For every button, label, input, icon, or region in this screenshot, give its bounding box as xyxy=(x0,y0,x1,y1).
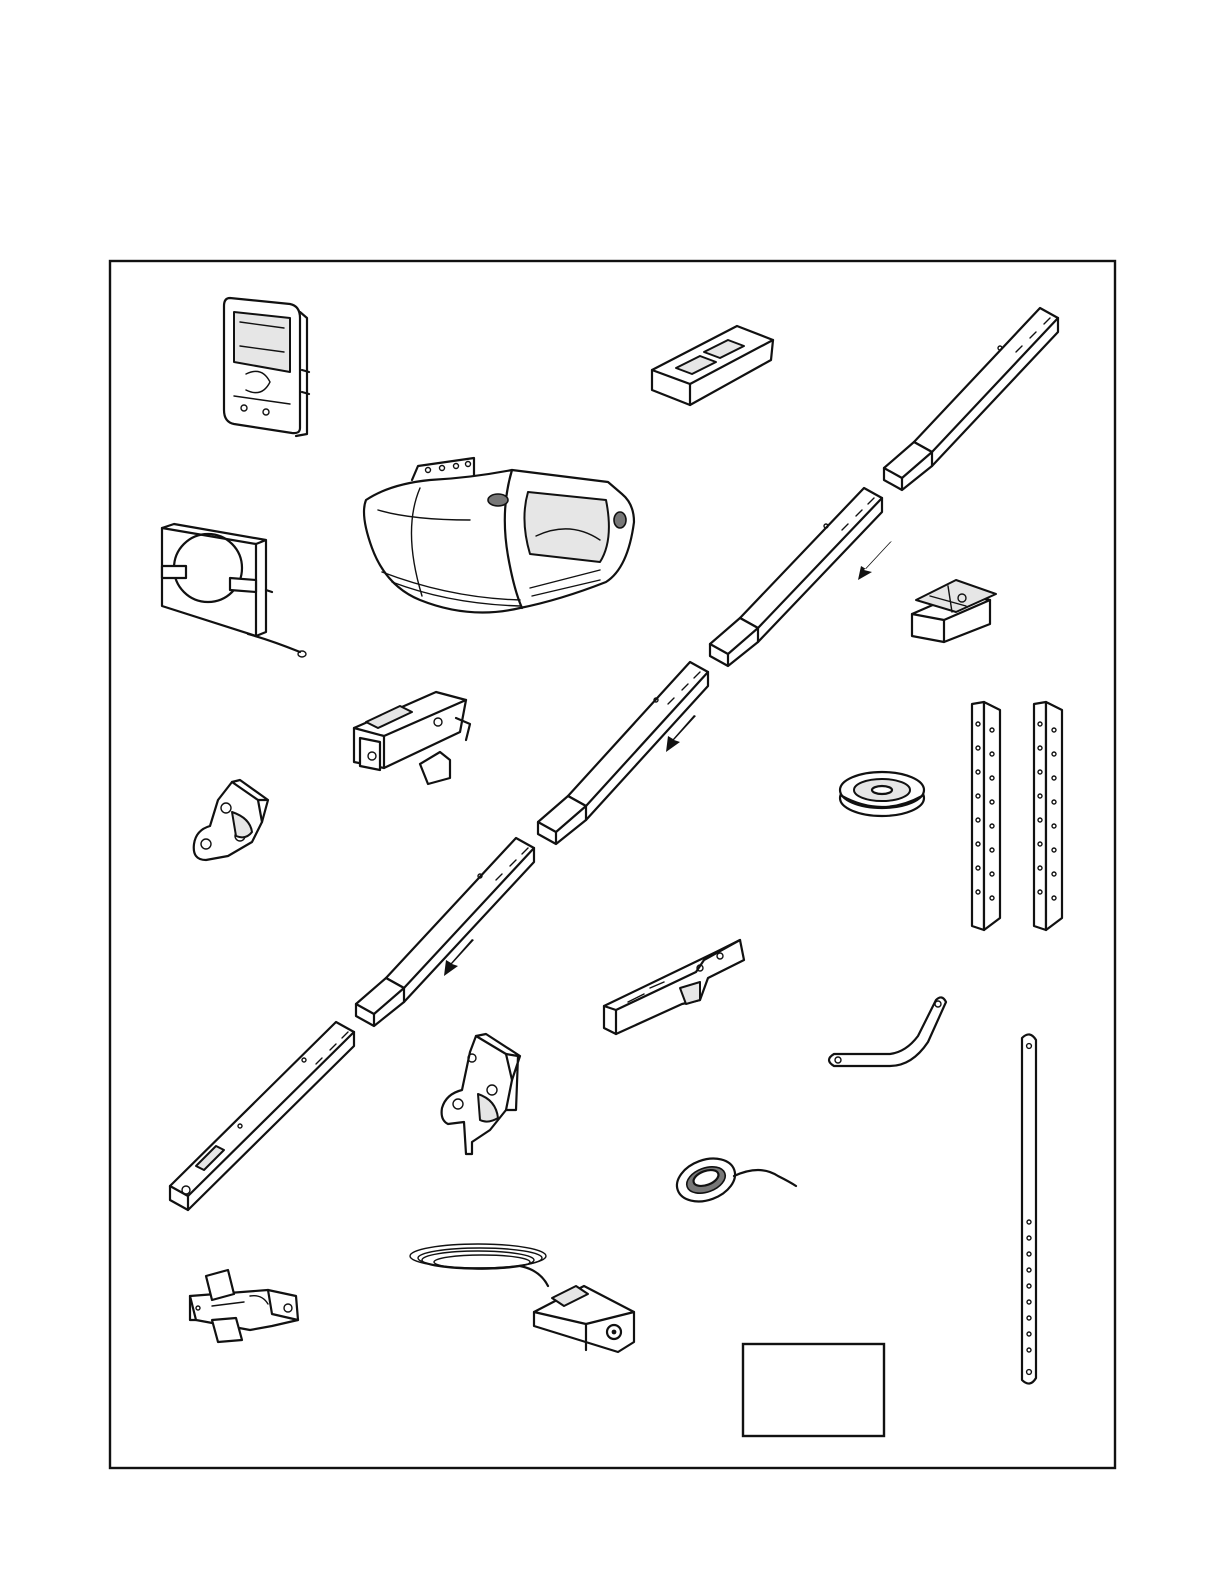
angle-iron-left xyxy=(972,702,1000,930)
straight-door-arm xyxy=(1022,1034,1036,1383)
door-bracket-part xyxy=(194,780,268,860)
angle-iron-right xyxy=(1034,702,1062,930)
rail-section-1 xyxy=(884,308,1058,490)
rail-front-section xyxy=(170,1022,354,1210)
opener-motor-unit xyxy=(364,458,634,613)
emergency-release-bracket xyxy=(190,1270,298,1342)
door-control-part xyxy=(224,298,309,436)
diagram-frame xyxy=(110,261,1115,1468)
rail-section-2 xyxy=(710,488,882,666)
arrow-icon xyxy=(444,939,474,976)
remote-control-part xyxy=(652,326,773,405)
arrow-icon xyxy=(858,541,892,580)
rail-section-4 xyxy=(356,838,534,1026)
header-bracket-part xyxy=(604,940,744,1034)
door-bracket-lower-part xyxy=(442,1034,520,1154)
curved-door-arm xyxy=(829,997,946,1066)
bell-wire-coil xyxy=(671,1151,796,1209)
safety-sensor-wire-part xyxy=(410,1244,634,1352)
spreader-part xyxy=(912,580,996,642)
pulley-part xyxy=(840,772,924,816)
trolley-part xyxy=(354,692,470,784)
safety-sensor-part xyxy=(162,524,306,657)
arrow-icon xyxy=(666,715,696,752)
blank-label-box xyxy=(743,1344,884,1436)
rail-section-3 xyxy=(538,662,708,844)
